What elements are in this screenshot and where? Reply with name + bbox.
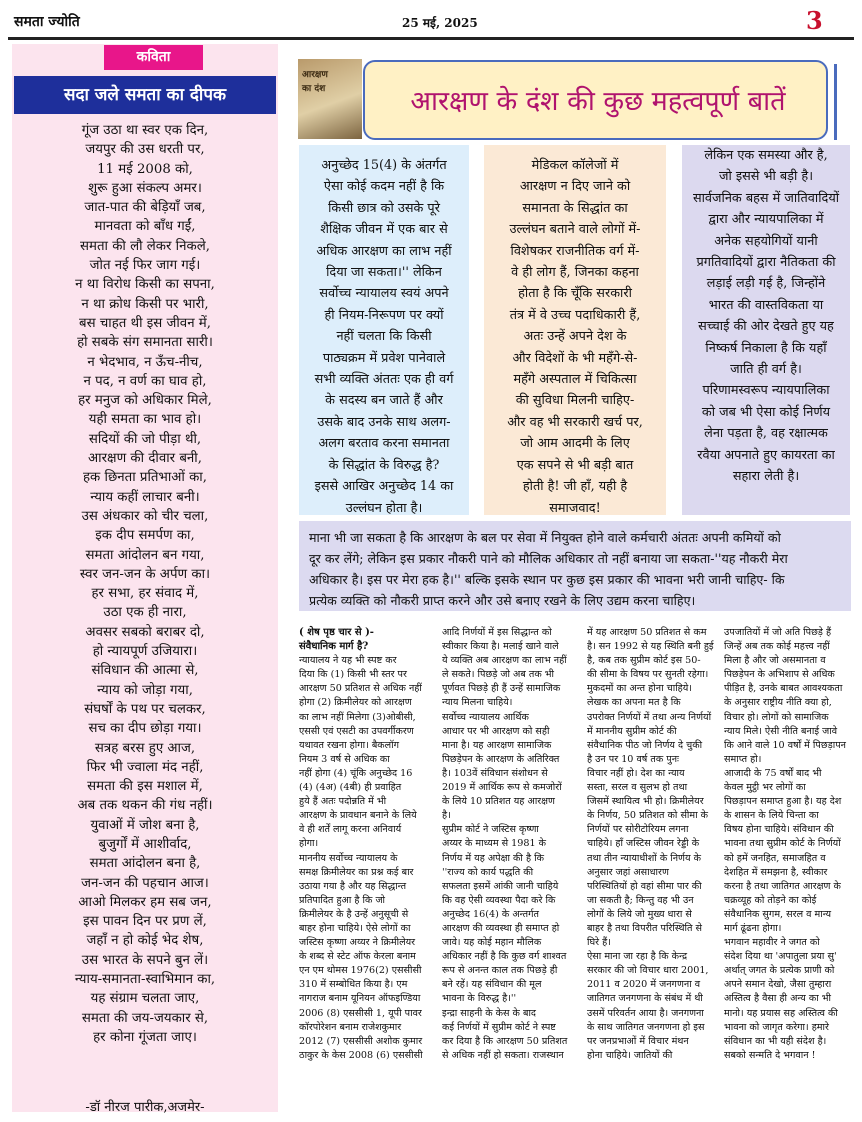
quote-band [299,521,851,611]
column-line: एक सपने से भी बड़ी बात [516,457,634,473]
continuation-line: समक्ष क्रिमीलेयर का प्रश्न कई बार [299,866,414,878]
poem-line: फिर भी ज्वाला मंद नहीं, [86,759,204,775]
continuation-line: संवैधानिक सुगम, सरल व मान्य [724,908,832,920]
poem-line: हक छिनता प्रतिभाओं का, [83,470,207,486]
continuation-line: जा सकती है; किन्तु वह भी उन [587,894,694,906]
continuation-line: सफलता इसमें आंकी जानी चाहिये [442,880,559,892]
poem-line: आरक्षण की दीवार बनी, [88,451,202,467]
poem-line: यही समता का भाव हो। [88,412,202,428]
continuation-column-3 [587,626,720,1063]
continuation-line: सस्ता, सरल व सुलभ हो तथा [587,782,688,794]
column-line: किसी छात्र को उसके पूरे [328,200,440,216]
poem-line: न्याय कहीं लाचार बनी। [90,489,200,505]
poem-line: न भेदभाव, न ऊँच-नीच, [87,354,203,370]
column-line: उसके बाद उनके साथ अलग- [317,414,451,430]
continuation-line: (4) (4अ) (4बी) ही प्रवाहित [299,782,402,794]
continuation-line: समाप्त हो। [724,753,762,765]
column-line: समाजवाद! [549,500,601,516]
poem-line: शुरू हुआ संकल्प अमर। [88,180,202,196]
poem-line: हो न्यायपूर्ण उजियारा। [92,644,198,660]
column-line: अलग बरताव करना समानता [318,436,450,452]
continuation-column-4 [724,626,856,1063]
poem-line: बस चाहत थी इस जीवन में, [79,315,211,331]
continuation-line: आधार पर भी आरक्षण को सही [442,725,550,737]
continuation-line: कॉरपोरेशन बनाम राजेशकुमार [299,1021,402,1033]
band-line: प्रत्येक व्यक्ति को नौकरी प्राप्त करने और उसे बनाए रखने के लिए उद्यम करना चाहिए। [309,593,696,608]
column-line: द्वारा और न्यायपालिका में [708,212,824,228]
continuation-line: आदि निर्णयों में इस सिद्धान्त को [442,627,552,638]
continuation-line: अनुच्छेद 16(4) के अन्तर्गत [442,908,539,920]
continuation-line: एन एम थोमस 1976(2) एससीसी [299,965,422,977]
continuation-line: आरक्षण की व्यवस्था ही समाप्त हो [442,922,560,934]
continuation-line: ऐसा माना जा रहा है कि केन्द्र [587,951,688,963]
column-line: के सिद्धांत के विरुद्ध है? [328,457,440,473]
continuation-line: भगवान महावीर ने जगत को [724,937,820,949]
continuation-line: लेखक का अपना मत है कि [587,697,681,709]
continuation-line: क्रिमीलेयर के है उन्हें अनुसूची से [299,908,409,920]
continuation-line: मानो। यह प्रयास सह अस्तित्व की [724,1007,838,1019]
continuation-line: के शासन के लिये चिन्ता का [724,810,819,822]
continuation-line: ले सकते। पिछड़े जो अब तक भी [442,669,555,681]
column-line: होता है कि चूँकि सरकारी [518,286,632,302]
column-line: अतः उन्हें अपने देश के [523,329,627,345]
continuation-line: पीड़ित है, उनके बाबत आवश्यकता [724,683,843,695]
band-line: दूर कर लेंगे; लेकिन इस प्रकार नौकरी पाने को मौलिक अधिकार तो नहीं बनाया जा सकता-''यह नौकरी मेरा [309,551,788,566]
poem-body [14,121,276,1047]
poem-line: इक दीप समर्पण का, [95,528,195,544]
poem-line: समता आंदोलन बन गया, [85,547,205,563]
column-line: विशेषकर राजनीतिक वर्ग में- [510,243,640,259]
book-cover-image [298,59,362,139]
column-line: तंत्र में वे उच्च पदाधिकारी हैं, [509,307,641,323]
continuation-line: होगा (2) क्रिमीलेयर को आरक्षण [299,697,412,709]
continuation-line: कर दिया है कि आरक्षण 50 प्रतिशत [442,1035,568,1047]
continuation-line: आरक्षण के प्रावधान बनाने के लिये [299,810,417,822]
continuation-line: है, कब तक सुप्रीम कोर्ट इस 50- [587,655,701,667]
continuation-line: संदेश दिया था 'अपातुला प्रया सु' [724,951,837,963]
title-side-rule [834,64,837,140]
continuation-line: न्याय मिलना चाहिये। [442,697,513,709]
continuation-line: यथावत रखना होगा। बैकलॉग [299,739,400,751]
column-line: शैक्षिक जीवन में एक बार से [320,222,448,238]
poem-line: 11 मई 2008 को, [97,161,193,177]
column-line: के सदस्य बन जाते हैं और [325,393,443,409]
continuation-line: पर जनप्रभाओं में विचार मंथन [587,1035,689,1047]
continuation-line: नियम 3 वर्ष से अधिक का [299,753,390,765]
continuation-line: के अनुसार राष्ट्रीय नीति क्या हो, [724,697,832,709]
column-line: की सुविधा मिलनी चाहिए- [515,393,635,409]
continuation-line: होना चाहिये। जातियों की [587,1049,673,1061]
continuation-line: है। [442,810,451,822]
continuation-line: के निर्णय, 50 प्रतिशत को सीमा के [587,810,709,822]
column-line: उल्लंघन होता है। [345,500,423,516]
poem-line: उस भारत के सपने बुन लें। [81,952,209,968]
poem-line: मानवता को बाँध गईं, [94,219,196,235]
continuation-line: 2006 (8) एससीसी 1, यूपी पावर [299,1007,422,1019]
continuation-line: जिन्हें अब तक कोई महत्त्व नहीं [724,641,830,653]
continuation-line: चक्रव्यूह को तोड़ने का कोई [724,894,817,906]
column-line: महँगे अस्पताल में चिकित्सा [513,372,637,388]
continuation-line: में माननीय सुप्रीम कोर्ट की [587,725,677,737]
poem-line: हर सभा, हर संवाद में, [91,586,199,602]
continuation-line: विचार हो। लोगों को सामाजिक [724,711,829,723]
poem-line: हो सबके संग समानता सारी। [77,335,213,351]
band-line: माना भी जा सकता है कि आरक्षण के बल पर सेवा में नियुक्त होने वाले कर्मचारी अंततः अपनी कमियों को [309,530,781,545]
continuation-line: इन्द्रा साहनी के केस के बाद [442,1007,537,1019]
poem-line: न्याय-समानता-स्वाभिमान का, [74,972,216,988]
continuation-line: बाहर है तथा विपरीत परिस्थिति से [587,922,703,934]
continuation-line: होगा। [299,838,319,850]
poem-line: इस पावन दिन पर प्रण लें, [83,914,207,930]
continuation-line: न्याय मिले। ऐसी नीति बनाई जावे [724,725,838,737]
poem-line: अब तक थकन की गंध नहीं। [77,798,213,814]
column-line: सार्वजनिक बहस में जातिवादियों [692,190,840,206]
continuation-line: हुये हैं अतः पदोन्नति में भी [299,796,387,808]
poem-line: बुजुर्गों में आशीर्वाद, [98,836,192,852]
continuation-line: अर्थात् जगत के प्रत्येक प्राणी को [724,965,835,977]
column-line: और वह भी सरकारी खर्च पर, [507,414,643,430]
column-line: निष्कर्ष निकाला है कि यहाँ [705,340,827,356]
column-line: पाठ्यक्रम में प्रवेश पानेवाले [322,350,446,366]
column-line: रवैया अपनाते हुए कायरता का [697,447,835,463]
column-line: अनेक सहयोगियों यानी [714,233,818,249]
continuation-heading: संवैधानिक मार्ग है? [299,641,369,653]
continuation-line: पिछड़ेपन के अभिशाप से अधिक [724,669,835,681]
column-line: और विदेशों के भी महँगे-से- [512,350,638,366]
poem-line: उठा एक ही नारा, [103,605,187,621]
continuation-line: संवैधानिक पीठ जो निर्णय दे चुकी [587,739,703,751]
continuation-line: है। सन 1992 से यह स्थिति बनी हुई [587,641,714,653]
continuation-line: कि आने वाले 10 वर्षों में पिछड़ापन [724,739,846,751]
continuation-column-2 [442,626,575,1063]
continuation-line: मार्ग ढूंढना होगा। [724,922,782,934]
continuation-line: कि वह ऐसी व्यवस्था पैदा करे कि [442,894,556,906]
poem-line: जोत नई फिर जाग गई। [89,258,201,274]
column-line: प्रगतिवादियों द्वारा नैतिकता की [696,255,836,271]
continuation-line: के लिये 10 प्रतिशत यह आरक्षण [442,796,555,808]
issue-date: 25 मई, 2025 [402,16,478,30]
poem-line: अवसर सबको बराबर दो, [85,624,205,640]
continuation-line: आरक्षण 50 प्रतिशत से अधिक नहीं [299,683,422,695]
continuation-line: भावना के विरुद्ध है।'' [442,993,517,1005]
continuation-line: से अधिक नहीं हो सकता। राजस्थान [442,1049,564,1061]
column-line: जो आम आदमी के लिए [520,436,630,452]
continuation-line: भावना को जागृत करेगा। हमारे [724,1021,829,1033]
poem-line: संघर्षों के पथ पर चलकर, [84,701,206,717]
poem-line: सत्रह बरस हुए आज, [94,740,196,756]
poem-author: -डॉ नीरज पारीक,अजमेर- [85,1100,205,1115]
poem-line: जात-पात की बेड़ियाँ जब, [84,200,206,216]
column-line: सर्वोच्च न्यायालय स्वयं अपने [319,286,449,302]
continuation-line: संविधान का भी यही संदेश है। [724,1035,827,1047]
poem-line: समता की जय-जयकार से, [81,1010,209,1026]
continuation-line: माननीय सर्वोच्च न्यायालय के [299,852,398,864]
column-line: भारत की वास्तविकता या [708,297,824,313]
continuation-line: जातिगत जनगणना के संबंध में थी [587,993,703,1005]
continuation-line: सर्वोच्च न्यायालय आर्थिक [442,711,529,723]
continuation-line: उपरोक्त निर्णयों में तथा अन्य निर्णयों [587,711,712,723]
continuation-line: पिछड़ापन समाप्त हुआ है। यह देश [724,796,842,808]
poem-line: न पद, न वर्ण का घाव हो, [83,373,207,389]
continuation-line: की सीमा के विषय पर सुनती रहेगा। [587,669,709,681]
continuation-line: को हमें जनहित, समाजहित व [724,852,826,864]
continuation-line: ठाकुर के केस 2008 (6) एससीसी [299,1049,423,1061]
column-line: इससे आखिर अनुच्छेद 14 का [314,479,454,495]
poem-line: यह संग्राम चलता जाए, [90,991,200,1007]
paper-name: समता ज्योति [14,14,80,30]
column-line: मेडिकल कॉलेजों में [531,158,619,173]
continuation-line: है उन पर 10 वर्ष तक पुनः [587,753,679,765]
column-line: आरक्षण न दिए जाने को [519,179,631,195]
continuation-line: सुप्रीम कोर्ट ने जस्टिस कृष्णा [442,824,539,836]
continuation-line: 310 में सम्बोधित किया है। एम [299,979,408,991]
poem-line: समता आंदोलन बना है, [89,856,201,872]
column-line: होती है! जी हाँ, यही है [522,479,628,495]
continuation-line: जस्टिस कृष्णा अय्यर ने क्रिमीलेयर [299,937,416,949]
continuation-line: केवल मुट्ठी भर लोगों का [724,782,806,794]
continuation-line: के साथ जातिगत जनगणना हो इस [587,1021,705,1033]
band-line: अधिकार है। इस पर मेरा हक है।'' बल्कि इसके स्थान पर कुछ इस प्रकार की भावना भरी जानी चाहिए- कि [309,572,785,587]
continuation-line: पूर्णवत पिछड़े ही हैं उन्हें सामाजिक [442,683,561,695]
poem-line: सदियों की जो पीड़ा थी, [88,431,202,447]
continuation-line: घिरे हैं। [587,937,611,949]
poem-line: जन-जन की पहचान आज। [81,875,209,891]
continuation-line: करना है तथा जातिगत आरक्षण के [724,880,841,892]
continuation-line: पिछड़ेपन के आरक्षण के अतिरिक्त [442,753,560,765]
continuation-line: बने रहें। यह संविधान की मूल [442,979,542,991]
column-line: नहीं चलता कि किसी [336,329,432,345]
continuation-line: अधिकार नहीं है कि कुछ वर्ग शाश्वत [442,951,567,963]
poem-line: स्वर जन-जन के अर्पण का। [79,566,211,582]
column-line: जाति ही वर्ग है। [730,362,802,378]
continuation-line: उपजातियों में जो अति पिछड़े हैं [724,627,832,638]
article-column-2 [484,145,666,515]
column-line: वे ही लोग हैं, जिनका कहना [511,265,639,281]
poem-line: गूंज उठा था स्वर एक दिन, [81,123,209,138]
continuation-line: परिस्थितियों हो वहां सीमा पार की [587,880,702,892]
continuation-line: कई निर्णयों में सुप्रीम कोर्ट ने स्पष्ट [442,1021,556,1033]
book-cover-line: का दंश [302,84,326,94]
poem-line: जयपुर की उस धरती पर, [85,142,205,158]
continuation-line: भावना तथा सुप्रीम कोर्ट के निर्णयों [724,838,841,850]
continuation-line: एससी एवं एसटी का उपवर्गीकरण [299,725,414,737]
continuation-line: जावे। यह कोई महान मौलिक [442,937,542,949]
poem-line: हर मनुज को अधिकार मिले, [78,393,212,409]
column-line: उल्लंघन बताने वाले लोगों में- [509,222,641,238]
continuation-line: में यह आरक्षण 50 प्रतिशत से कम [587,627,707,638]
column-line: लेकिन एक समस्या और है, [704,148,828,163]
continuation-line: है। 103वें संविधान संशोधन से [442,767,548,779]
continuation-heading: ( शेष पृष्ठ चार से )- [299,627,374,638]
poem-line: उस अंधकार को चीर चला, [81,508,209,524]
column-line: सहारा लेती है। [732,469,800,485]
poem-title: सदा जले समता का दीपक [14,76,276,114]
continuation-line: विचार नहीं हो। देश का न्याय [587,767,685,779]
continuation-line: नागराज बनाम यूनियन ऑफइण्डिया [299,993,421,1005]
continuation-line: वे ही शर्तें लागू करना अनिवार्य [299,824,402,836]
column-line: ऐसा कोई कदम नहीं है कि [323,179,445,195]
continuation-line: सबको सन्मति दे भगवान ! [724,1049,816,1061]
column-line: लड़ाई लड़ी गई है, जिन्होंने [706,276,826,292]
poem-section-tag: कविता [104,45,203,70]
continuation-line: स्वीकार किया है। मलाई खाने वाले [442,641,559,653]
continuation-line: ''राज्य को कार्य पद्धति की [442,866,534,878]
poem-line: हर कोना गूंजता जाए। [93,1029,197,1045]
continuation-line: अपने समान देखो, जैसा तुम्हारा [724,979,832,991]
continuation-line: नहीं होगा (4) चूंकि अनुच्छेद 16 [299,767,413,779]
continuation-line: के शब्द से स्टेट ऑफ केरला बनाम [299,951,416,963]
column-line: सभी व्यक्ति अंततः एक ही वर्ग [314,372,454,388]
poem-line: आओ मिलकर हम सब जन, [78,894,212,910]
continuation-line: सरकार की जो विचार धारा 2001, [587,965,709,977]
continuation-line: रूप से अनन्त काल तक पिछड़े ही [442,965,558,977]
continuation-line: प्रतिपादित हुआ है कि जो [299,894,386,906]
continuation-line: ये व्यक्ति अब आरक्षण का लाभ नहीं [442,655,567,667]
continuation-line: निर्णयों पर सोरीटोरियम लगना [587,824,689,836]
continuation-line: लोगों के लिये जो मुख्य धारा से [587,908,692,920]
poem-line: न था विरोध किसी का सपना, [75,277,215,293]
continuation-line: विषय होना चाहिये। संविधान की [724,824,834,836]
column-line: सच्चाई की ओर देखते हुए यह [698,319,834,335]
continuation-line: मिला है और जो असमानता व [724,655,826,667]
continuation-line: आजादी के 75 वर्षों बाद भी [724,767,822,779]
continuation-line: जिसमें स्थायित्व भी हो। क्रिमीलेयर [587,796,704,808]
continuation-column-1 [299,626,432,1063]
continuation-line: का लाभ नहीं मिलेगा (3)ओबीसी, [299,711,416,723]
poem-line: जहाँ न हो कोई भेद शेष, [86,933,204,949]
column-line: जो इससे भी बड़ी है। [718,169,814,185]
article-column-1 [299,145,469,515]
column-line: समानता के सिद्धांत का [522,200,628,216]
poem-line: समता की इस मशाल में, [87,779,203,795]
continuation-line: 2012 (7) एससीसी अशोक कुमार [299,1035,423,1047]
page-number: 3 [806,6,823,35]
poem-line: युवाओं में जोश बना है, [90,817,200,833]
continuation-line: उठाया गया है और यह सिद्धान्त [299,880,407,892]
column-line: को जब भी ऐसा कोई निर्णय [701,404,831,420]
column-line: परिणामस्वरूप न्यायपालिका [702,383,830,399]
continuation-line: 2019 में आर्थिक रूप से कमजोरों [442,782,562,794]
column-line: ही नियम-निरूपण पर क्यों [324,307,444,323]
continuation-line: न्यायालय ने यह भी स्पष्ट कर [299,655,397,667]
continuation-line: दिया कि (1) किसी भी स्तर पर [299,669,407,681]
continuation-line: अनुसार जहां असाधारण [587,866,669,878]
column-line: अनुच्छेद 15(4) के अंतर्गत [321,158,447,173]
header-rule [8,37,854,40]
column-line: अधिक आरक्षण का लाभ नहीं [316,243,452,259]
column-line: लेना पड़ता है, वह रक्षात्मक [704,426,828,442]
continuation-line: माना है। यह आरक्षण सामाजिक [442,739,552,751]
continuation-line: अय्यर के माध्यम से 1981 के [442,838,546,850]
continuation-line: देशहित में समझना है, स्वीकार [724,866,828,878]
poem-line: संविधान की आत्मा से, [91,663,199,679]
continuation-line: निर्णय में यह अपेक्षा की है कि [442,852,544,864]
continuation-body [299,654,432,1063]
continuation-line: उसमें परिवर्तन आया है। जनगणना [587,1007,704,1019]
continuation-line: तथा तीन न्यायाधीशों के निर्णय के [587,852,701,864]
continuation-line: 2011 व 2020 में जनगणना व [587,979,701,991]
continuation-line: अस्तित्व है वैसा ही अन्य का भी [724,993,831,1005]
poem-line: न्याय को जोड़ा गया, [97,682,193,698]
article-column-3 [682,145,850,515]
continuation-line: मुकदमों का अन्त होना चाहिये। [587,683,692,695]
poem-line: समता की लौ लेकर निकले, [80,238,210,254]
column-line: दिया जा सकता।'' लेकिन [326,265,442,281]
continuation-line: चाहिये। हाँ जस्टिस जीवन रेड्डी के [587,838,700,850]
book-cover-line: आरक्षण [302,70,328,80]
poem-line: न था क्रोध किसी पर भारी, [81,296,209,312]
continuation-line: बाहर होना चाहिये। ऐसे लोगों का [299,922,411,934]
poem-line: सच का दीप छोड़ा गया। [88,721,202,737]
article-title: आरक्षण के दंश की कुछ महत्वपूर्ण बातें [410,86,786,117]
